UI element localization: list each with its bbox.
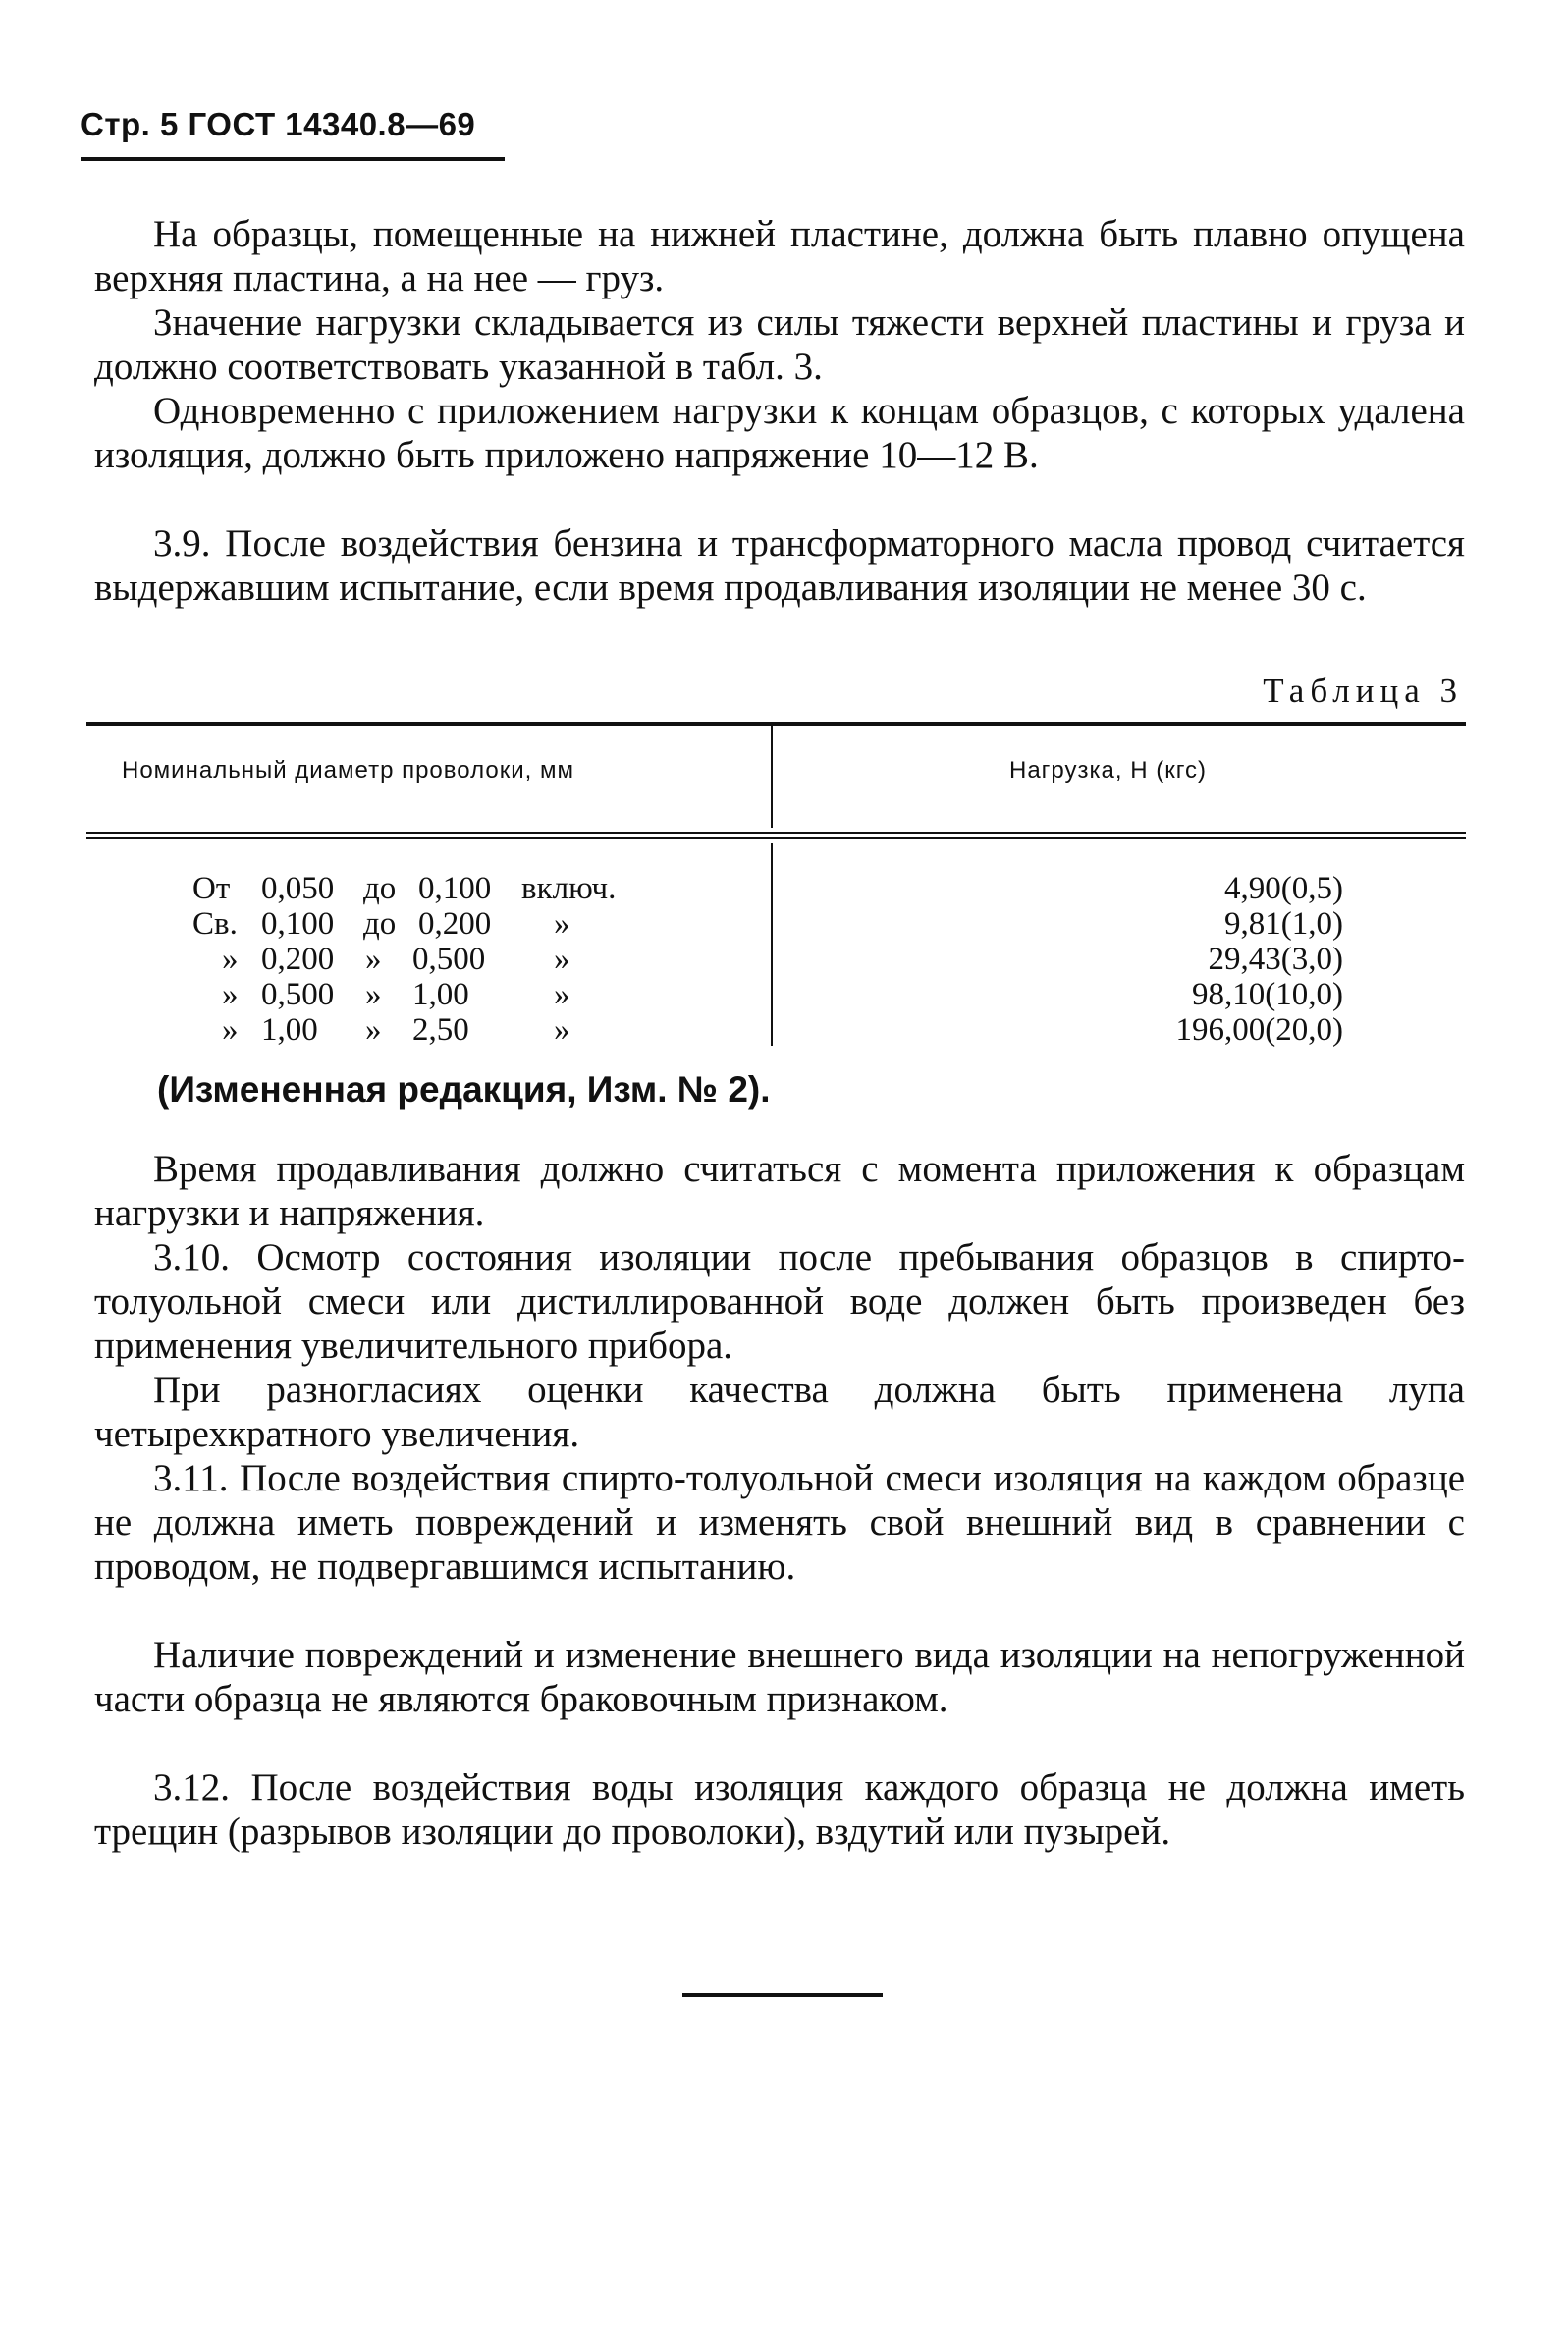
row-suffix: » <box>554 906 570 942</box>
table-top-rule <box>86 722 1466 726</box>
paragraph: Наличие повреждений и изменение внешнего вида изоляции на непогруженной части образца не являются браковочным признаком. <box>94 1634 1465 1720</box>
paragraph: Время продавливания должно считаться с момента приложения к образцам нагрузки и напряжения. <box>94 1148 1465 1234</box>
end-rule <box>682 1993 883 1997</box>
row-to: 1,00 <box>412 977 469 1012</box>
page-header: Стр. 5 ГОСТ 14340.8—69 <box>81 106 476 142</box>
row-load: 9,81(1,0) <box>1224 906 1343 942</box>
header-rule <box>81 157 505 161</box>
row-prefix: Св. <box>192 906 238 942</box>
row-to: 0,100 <box>418 871 492 906</box>
paragraph: Значение нагрузки складывается из силы тяжести верхней пластины и груза и должно соответствовать указанной в табл. 3. <box>94 301 1465 388</box>
row-load: 4,90(0,5) <box>1224 871 1343 906</box>
row-from: 1,00 <box>261 1012 318 1048</box>
table-caption: Таблица 3 <box>1263 672 1463 710</box>
row-suffix: включ. <box>521 871 617 906</box>
row-suffix: » <box>554 977 570 1012</box>
row-suffix: » <box>554 1012 570 1048</box>
row-prefix: » <box>222 1012 239 1048</box>
paragraph: На образцы, помещенные на нижней пластине, должна быть плавно опущена верхняя пластина, а на нее — груз. <box>94 213 1465 299</box>
row-load: 98,10(10,0) <box>1192 977 1343 1012</box>
row-to-word: » <box>365 977 382 1012</box>
row-load: 196,00(20,0) <box>1175 1012 1343 1048</box>
table-body-divider <box>771 843 773 1046</box>
paragraph-3-11: 3.11. После воздействия спирто-толуольной смеси изоляция на каждом образце не должна иметь повреждений и изменять свой внешний вид в сравнении с проводом, не подвергавшимся испытанию. <box>94 1457 1465 1588</box>
row-to-word: до <box>363 871 397 906</box>
paragraph: При разногласиях оценки качества должна быть применена лупа четырехкратного увеличения. <box>94 1369 1465 1455</box>
table-header-divider <box>771 726 773 828</box>
amendment-note: (Измененная редакция, Изм. № 2). <box>157 1069 771 1110</box>
table-header-diameter: Номинальный диаметр проволоки, мм <box>122 757 574 784</box>
row-from: 0,100 <box>261 906 335 942</box>
table-header-rule <box>86 832 1466 839</box>
row-from: 0,050 <box>261 871 335 906</box>
paragraph-3-12: 3.12. После воздействия воды изоляция каждого образца не должна иметь трещин (разрывов изоляции до проволоки), вздутий или пузырей. <box>94 1766 1465 1853</box>
load-table <box>86 722 1466 1051</box>
row-prefix: » <box>222 977 239 1012</box>
row-from: 0,200 <box>261 942 335 977</box>
row-load: 29,43(3,0) <box>1208 942 1343 977</box>
row-to: 0,200 <box>418 906 492 942</box>
row-to-word: » <box>365 942 382 977</box>
row-suffix: » <box>554 942 570 977</box>
table-header-load: Нагрузка, Н (кгс) <box>1009 757 1207 784</box>
paragraph-3-9: 3.9. После воздействия бензина и трансформаторного масла провод считается выдержавшим испытание, если время продавливания изоляции не менее 30 с. <box>94 522 1465 609</box>
row-to: 0,500 <box>412 942 486 977</box>
paragraph: Одновременно с приложением нагрузки к концам образцов, с которых удалена изоляция, должно быть приложено напряжение 10—12 В. <box>94 390 1465 476</box>
row-to-word: до <box>363 906 397 942</box>
paragraph-3-10: 3.10. Осмотр состояния изоляции после пребывания образцов в спирто-толуольной смеси или дистиллированной воде должен быть произведен без применения увеличительного прибора. <box>94 1236 1465 1367</box>
row-from: 0,500 <box>261 977 335 1012</box>
row-to: 2,50 <box>412 1012 469 1048</box>
row-prefix: » <box>222 942 239 977</box>
row-to-word: » <box>365 1012 382 1048</box>
row-prefix: От <box>192 871 231 906</box>
